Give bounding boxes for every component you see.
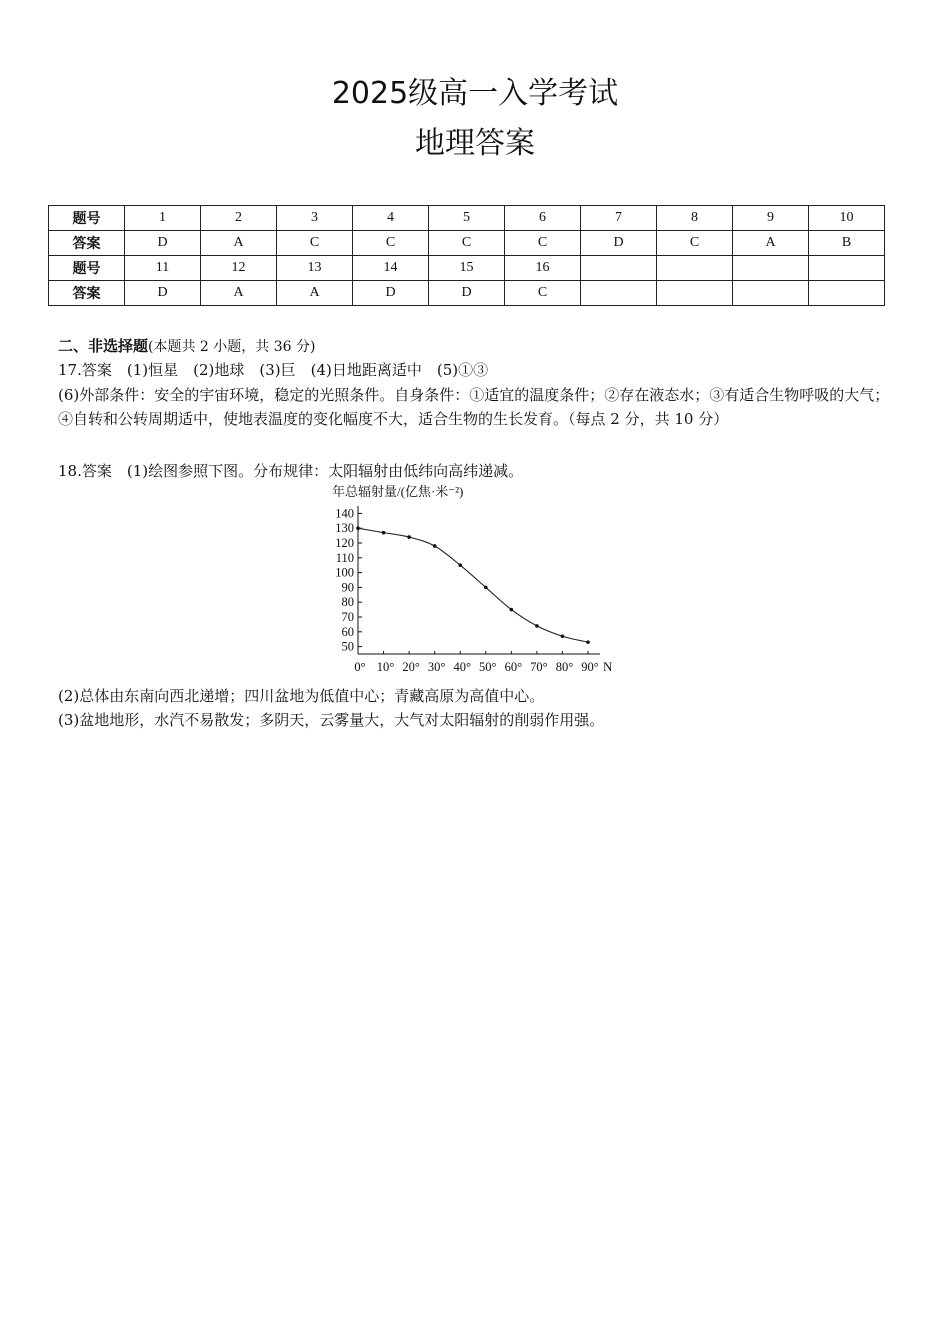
question-number: 9 xyxy=(733,206,809,231)
q18-answer-line xyxy=(58,459,523,483)
row-label-number: 题号 xyxy=(49,206,125,231)
chart-y-tick-label: 100 xyxy=(335,565,354,580)
question-number: 15 xyxy=(429,256,505,281)
table-row-answers-2 xyxy=(49,281,885,306)
question-number: 4 xyxy=(353,206,429,231)
answer-cell: A xyxy=(277,281,353,306)
chart-x-axis-label: N xyxy=(603,659,613,674)
answer-cell: C xyxy=(353,231,429,256)
chart-x-tick-label: 20° xyxy=(402,660,420,674)
question-number xyxy=(657,256,733,281)
chart-x-tick-label: 40° xyxy=(453,660,471,674)
chart-y-tick-label: 90 xyxy=(341,580,354,595)
chart-data-point xyxy=(484,586,488,590)
answer-cell: D xyxy=(125,281,201,306)
chart-points xyxy=(356,526,590,644)
answer-cell: A xyxy=(201,231,277,256)
chart-x-tick-label: 10° xyxy=(376,660,395,674)
radiation-chart xyxy=(318,482,628,678)
question-number: 2 xyxy=(201,206,277,231)
chart-data-point xyxy=(433,544,437,548)
answer-cell: C xyxy=(657,231,733,256)
row-label-answer: 答案 xyxy=(49,281,125,306)
question-number xyxy=(581,256,657,281)
question-number: 5 xyxy=(429,206,505,231)
chart-y-tick-label: 140 xyxy=(335,506,354,521)
answer-cell: C xyxy=(505,281,581,306)
question-number: 12 xyxy=(201,256,277,281)
question-number: 8 xyxy=(657,206,733,231)
answer-cell: C xyxy=(505,231,581,256)
chart-y-tick-label: 120 xyxy=(335,536,354,550)
q18-part3: (3)盆地地形，水汽不易散发；多阴天，云雾量大，大气对太阳辐射的削弱作用强。 xyxy=(58,711,605,729)
answer-cell: D xyxy=(429,281,505,306)
answer-cell xyxy=(581,281,657,306)
answer-cell: D xyxy=(353,281,429,306)
chart-y-tick-label: 80 xyxy=(341,595,354,610)
question-number: 1 xyxy=(125,206,201,231)
answer-cell: C xyxy=(277,231,353,256)
chart-data-point xyxy=(356,526,360,530)
question-number: 16 xyxy=(505,256,581,281)
page-subtitle: 地理答案 xyxy=(415,126,535,161)
chart-y-axis-label: 年总辐射量/(亿焦·米⁻²) xyxy=(332,484,464,499)
answer-cell xyxy=(809,281,885,306)
answer-cell: A xyxy=(201,281,277,306)
chart-x-tick-label: 0° xyxy=(354,660,366,674)
q18-part1: (1)绘图参照下图。分布规律：太阳辐射由低纬向高纬递减。 xyxy=(126,462,524,480)
q18-label: 18.答案 xyxy=(58,462,112,480)
chart-x-tick-label: 30° xyxy=(427,660,446,674)
question-number: 3 xyxy=(277,206,353,231)
answer-table xyxy=(48,205,885,306)
question-number: 11 xyxy=(125,256,201,281)
section-title: 二、非选择题 xyxy=(58,337,149,355)
chart-data-point xyxy=(382,531,386,535)
answer-cell xyxy=(733,281,809,306)
page-title: 2025级高一入学考试 xyxy=(331,76,619,111)
section-note: (本题共 2 小题，共 36 分) xyxy=(148,339,316,355)
chart-data-point xyxy=(535,624,539,628)
chart-y-tick-label: 60 xyxy=(341,624,354,639)
row-label-answer: 答案 xyxy=(49,231,125,256)
question-number xyxy=(809,256,885,281)
section-heading xyxy=(58,334,315,359)
answer-cell: D xyxy=(581,231,657,256)
chart-data-point xyxy=(561,634,565,638)
question-number: 13 xyxy=(277,256,353,281)
q17-label: 17.答案 xyxy=(58,361,112,379)
table-row-answers-1 xyxy=(49,231,885,256)
question-number: 6 xyxy=(505,206,581,231)
q17-answer-line xyxy=(58,358,488,382)
question-number: 7 xyxy=(581,206,657,231)
question-number xyxy=(733,256,809,281)
chart-data-point xyxy=(407,535,411,539)
question-number: 10 xyxy=(809,206,885,231)
answer-cell: A xyxy=(733,231,809,256)
chart-x-tick-label: 90° xyxy=(581,660,599,674)
chart-x-tick-label: 60° xyxy=(504,660,523,674)
table-row-numbers-1 xyxy=(49,206,885,231)
answer-cell xyxy=(657,281,733,306)
answer-cell: B xyxy=(809,231,885,256)
table-row-numbers-2 xyxy=(49,256,885,281)
chart-data-point xyxy=(458,563,462,567)
chart-y-tick-label: 50 xyxy=(341,639,354,654)
answer-cell: D xyxy=(125,231,201,256)
row-label-number: 题号 xyxy=(49,256,125,281)
chart-x-tick-label: 50° xyxy=(479,660,497,674)
q18-part2: (2)总体由东南向西北递增；四川盆地为低值中心；青藏高原为高值中心。 xyxy=(58,687,545,705)
chart-x-tick-label: 80° xyxy=(555,660,574,674)
answer-cell: C xyxy=(429,231,505,256)
chart-x-tick-label: 70° xyxy=(530,660,548,674)
chart-y-tick-label: 130 xyxy=(335,521,354,536)
chart-series-line xyxy=(358,528,588,642)
question-number: 14 xyxy=(353,256,429,281)
chart-data-point xyxy=(510,608,514,612)
q17-answers: (1)恒星 (2)地球 (3)巨 (4)日地距离适中 (5)①③ xyxy=(126,361,489,379)
chart-y-tick-label: 70 xyxy=(341,610,354,624)
chart-y-tick-label: 110 xyxy=(335,550,354,565)
chart-data-point xyxy=(586,640,590,644)
q17-part6: (6)外部条件：安全的宇宙环境，稳定的光照条件。自身条件：①适宜的温度条件；②存在液态水；③有适合生物呼吸的大气；④自转和公转周期适中，使地表温度的变化幅度不大，适合生物的生长发育。（每点 2 分，共 10 分） xyxy=(58,386,890,428)
